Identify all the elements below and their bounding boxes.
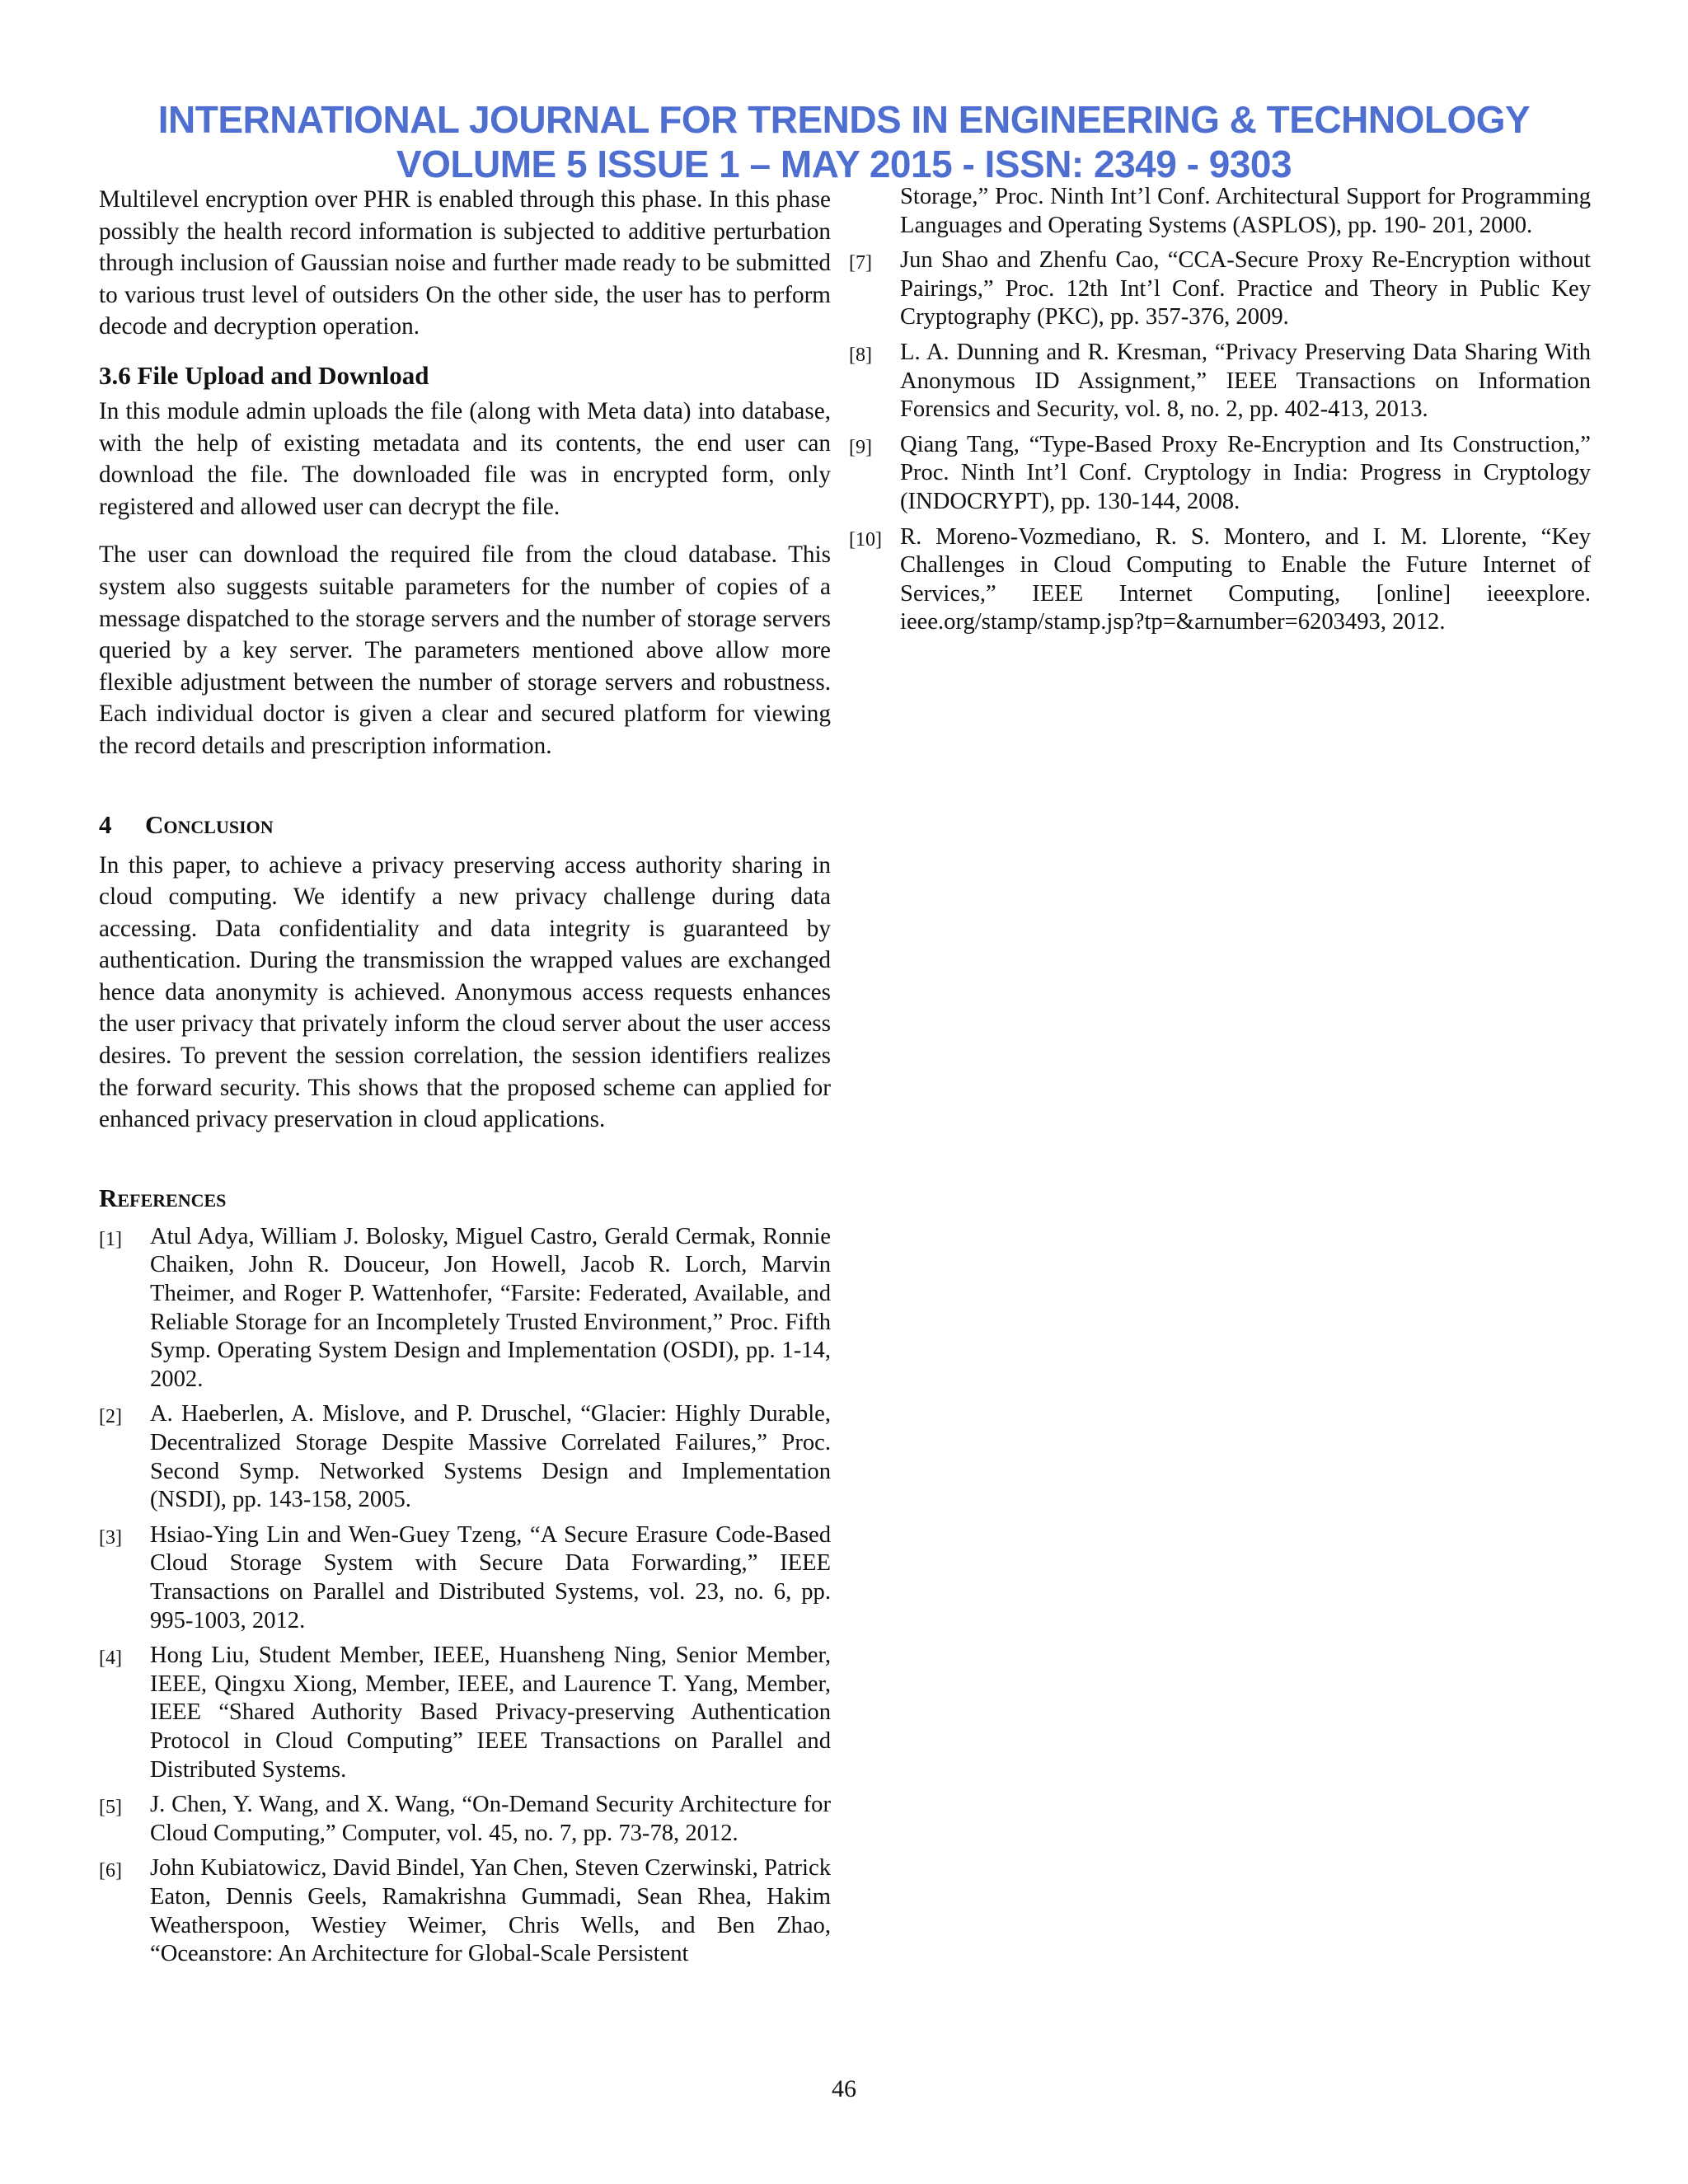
references-heading: References: [99, 1183, 227, 1212]
reference-item: [99, 1223, 831, 1394]
reference-number: [1]: [99, 1228, 122, 1250]
reference-item: [849, 431, 1591, 517]
reference-number: [10]: [849, 528, 882, 551]
conclusion-paragraph: In this paper, to achieve a privacy preserving access authority sharing in cloud computing. We identify a new privacy challenge during data accessing. Data confidentiality and data integrity is guaranteed by authentication. During the transmission the wrapped values are exchanged hence data anonymity is achieved. Anonymous access requests enhances the user privacy that privately inform the cloud server about the user access desires. To prevent the session correlation, the session identifiers realizes the forward security. This shows that the proposed scheme can applied for enhanced privacy preservation in cloud applications.: [99, 851, 831, 1133]
reference-text: J. Chen, Y. Wang, and X. Wang, “On-Demand Security Architecture for Cloud Computing,” Computer, vol. 45, no. 7, pp. 73-78, 2012.: [150, 1792, 831, 1846]
reference-text: A. Haeberlen, A. Mislove, and P. Druschel, “Glacier: Highly Durable, Decentralized Storage Despite Massive Correlated Failures,” Proc. Second Symp. Networked Systems Design and Implementation (NSDI), pp. 143-158, 2005.: [150, 1401, 831, 1513]
reference-number: [9]: [849, 436, 872, 458]
reference-list-right: [849, 183, 1591, 637]
journal-issue: VOLUME 5 ISSUE 1 – MAY 2015 - ISSN: 2349 - 9303: [396, 143, 1292, 185]
reference-number: [6]: [99, 1860, 122, 1882]
journal-title: INTERNATIONAL JOURNAL FOR TRENDS IN ENGINEERING & TECHNOLOGY: [157, 98, 1531, 141]
reference-item: [99, 1400, 831, 1514]
reference-text: John Kubiatowicz, David Bindel, Yan Chen, Steven Czerwinski, Patrick Eaton, Dennis Geels, Ramakrishna Gummadi, Sean Rhea, Hakim Weatherspoon, Westiey Weimer, Chris Wells, and Ben Zhao, “Oceanstore: An Architecture for Global-Scale Persistent: [150, 1855, 831, 1967]
journal-header: [0, 97, 1688, 186]
reference-text: Jun Shao and Zhenfu Cao, “CCA-Secure Proxy Re-Encryption without Pairings,” Proc. 12th Int’l Conf. Practice and Theory in Public Key Cryptography (PKC), pp. 357-376, 2009.: [900, 247, 1591, 330]
reference-item: [99, 1791, 831, 1848]
reference-number: [3]: [99, 1526, 122, 1549]
section-3-6-paragraph-2: The user can download the required file from the cloud database. This system also suggests suitable parameters for the number of copies of a message dispatched to the storage servers and the number of storage servers queried by a key server. The parameters mentioned above allow more flexible adjustment between the number of storage servers and robustness. Each individual doctor is given a clear and secured platform for viewing the record details and prescription information.: [99, 541, 831, 759]
conclusion-heading: [99, 808, 831, 841]
reference-item: [849, 523, 1591, 637]
reference-item: [99, 1854, 831, 1968]
reference-number: [8]: [849, 344, 872, 366]
reference-text: Hsiao-Ying Lin and Wen-Guey Tzeng, “A Secure Erasure Code-Based Cloud Storage System with Secure Data Forwarding,” IEEE Transactions on Parallel and Distributed Systems, vol. 23, no. 6, pp. 995-1003, 2012.: [150, 1521, 831, 1633]
intro-paragraph: Multilevel encryption over PHR is enabled through this phase. In this phase possibly the health record information is subjected to additive perturbation through inclusion of Gaussian noise and further made ready to be submitted to various trust level of outsiders On the other side, the user has to perform decode and decryption operation.: [99, 186, 831, 340]
conclusion-number: 4: [99, 809, 112, 839]
reference-list-left: [99, 1223, 831, 1969]
reference-item: [99, 1642, 831, 1784]
reference-text: Hong Liu, Student Member, IEEE, Huansheng Ning, Senior Member, IEEE, Qingxu Xiong, Member, IEEE, and Laurence T. Yang, Member, IEEE “Shared Authority Based Privacy-preserving Authentication Protocol in Cloud Computing” IEEE Transactions on Parallel and Distributed Systems.: [150, 1643, 831, 1783]
reference-number: [7]: [849, 252, 872, 274]
reference-text: R. Moreno-Vozmediano, R. S. Montero, and I. M. Llorente, “Key Challenges in Cloud Computing to Enable the Future Internet of Services,” IEEE Internet Computing, [online] ieeexplore. ieee.org/stamp/stamp.jsp?tp=&arnumber=6203493, 2012.: [900, 523, 1591, 635]
reference-item: [99, 1521, 831, 1635]
reference-text: L. A. Dunning and R. Kresman, “Privacy Preserving Data Sharing With Anonymous ID Assignment,” IEEE Transactions on Information Forensics and Security, vol. 8, no. 2, pp. 402-413, 2013.: [900, 339, 1591, 423]
section-3-6-heading: 3.6 File Upload and Download: [99, 360, 429, 390]
reference-continuation: Storage,” Proc. Ninth Int’l Conf. Architectural Support for Programming Languages and Operating Systems (ASPLOS), pp. 190- 201, 2000.: [900, 184, 1591, 238]
reference-text: Atul Adya, William J. Bolosky, Miguel Castro, Gerald Cermak, Ronnie Chaiken, John R. Douceur, Jon Howell, Jacob R. Lorch, Marvin Theimer, and Roger P. Wattenhofer, “Farsite: Federated, Available, and Reliable Storage for an Incompletely Trusted Environment,” Proc. Fifth Symp. Operating System Design and Implementation (OSDI), pp. 1-14, 2002.: [150, 1223, 831, 1392]
reference-number: [4]: [99, 1647, 122, 1670]
section-3-6-paragraph-1: In this module admin uploads the file (along with Meta data) into database, with the help of existing metadata and its contents, the end user can download the file. The downloaded file was in encrypted form, only registered and allowed user can decrypt the file.: [99, 397, 831, 520]
reference-item: [849, 339, 1591, 424]
reference-item: [849, 246, 1591, 332]
reference-text: Qiang Tang, “Type-Based Proxy Re-Encryption and Its Construction,” Proc. Ninth Int’l Conf. Cryptology in India: Progress in Cryptology (INDOCRYPT), pp. 130-144, 2008.: [900, 431, 1591, 514]
reference-number: [5]: [99, 1797, 122, 1819]
right-column: [849, 183, 1591, 644]
conclusion-title: Conclusion: [145, 809, 274, 839]
reference-number: [2]: [99, 1406, 122, 1428]
left-column: [99, 184, 831, 1975]
page-number: 46: [832, 2075, 856, 2102]
